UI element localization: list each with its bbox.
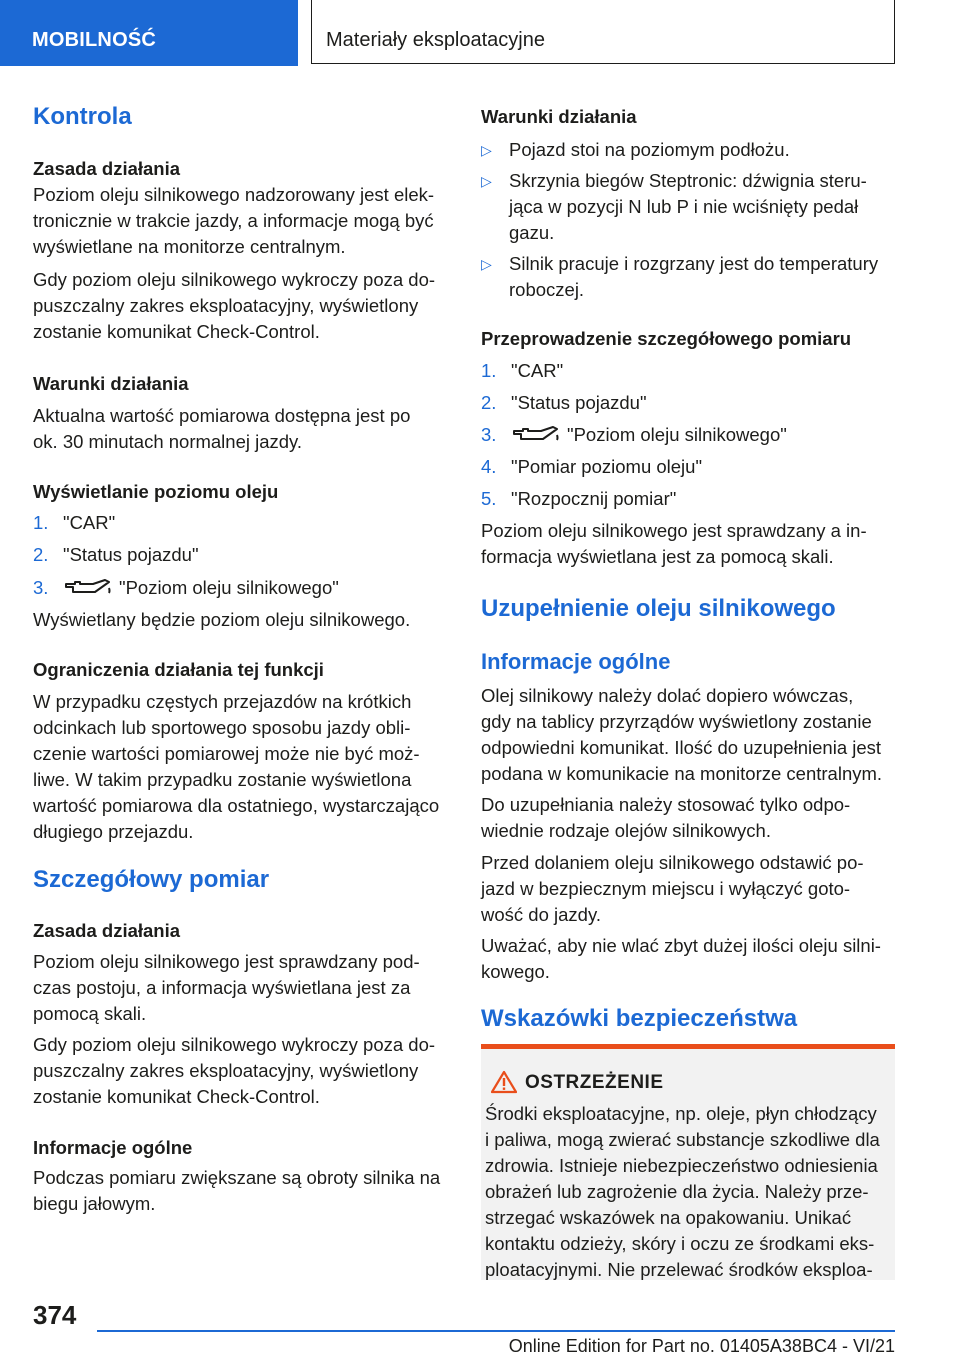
heading-warunki-dzialania: Warunki działania <box>481 106 637 127</box>
text-line: zostanie komunikat Check-Control. <box>33 1086 320 1107</box>
step-item <box>481 486 895 512</box>
paragraph-przed <box>481 850 895 928</box>
paragraph-zasada <box>33 182 451 260</box>
step-item <box>481 358 895 384</box>
text-line: wyświetlane na monitorze centralnym. <box>33 236 346 257</box>
step-item <box>33 542 451 568</box>
text-line: odpowiedni komunikat. Ilość do uzupełnienia jest <box>481 737 882 758</box>
step-text: "Status pojazdu" <box>511 392 647 413</box>
heading-wskazowki: Wskazówki bezpieczeństwa <box>481 1005 798 1032</box>
text-line: Przed dolaniem oleju silnikowego odstawić po- <box>481 852 864 873</box>
warning-box <box>481 1044 895 1280</box>
text-line: gazu. <box>509 222 555 243</box>
text-line: wość do jazdy. <box>481 904 601 925</box>
text-line: Pojazd stoi na poziomym podłożu. <box>509 139 790 160</box>
bullet-item <box>481 137 895 163</box>
text-line: Podczas pomiaru zwiększane są obroty silnika na <box>33 1167 441 1188</box>
paragraph-olej <box>481 683 895 787</box>
text-line: długiego przejazdu. <box>33 821 194 842</box>
step-content <box>511 422 895 448</box>
text-line: Uważać, aby nie wlać zbyt dużej ilości oleju silni- <box>481 935 881 956</box>
heading-zasada-dzialania-2: Zasada działania <box>33 920 181 941</box>
heading-informacje-ogolne: Informacje ogólne <box>33 1137 193 1158</box>
paragraph-zasada-2 <box>33 949 451 1027</box>
warning-triangle-icon <box>491 1070 517 1094</box>
text-line: Skrzynia biegów Steptronic: dźwignia steru- <box>509 170 867 191</box>
step-text: "Status pojazdu" <box>63 544 199 565</box>
step-number: 2. <box>33 544 49 565</box>
warning-text <box>485 1101 893 1280</box>
oil-can-icon <box>63 578 113 598</box>
text-line: Do uzupełniania należy stosować tylko odpo- <box>481 794 851 815</box>
text-line: gdy na tablicy przyrządów wyświetlony zostanie <box>481 711 872 732</box>
text-line: Poziom oleju silnikowego nadzorowany jest elek- <box>33 184 435 205</box>
text-line: roboczej. <box>509 279 585 300</box>
text-line: obrażeń lub zagrożenie dla życia. Należy prze- <box>485 1181 869 1202</box>
triangle-bullet-icon: ▷ <box>481 142 492 158</box>
chapter-title: Materiały eksploatacyjne <box>311 0 895 64</box>
step-text: "Pomiar poziomu oleju" <box>511 456 703 477</box>
paragraph-skala <box>481 518 895 570</box>
text-line: puszczalny zakres eksploatacyjny, wyświetlony <box>33 1060 419 1081</box>
step-text: "CAR" <box>63 512 116 533</box>
step-item <box>481 422 895 448</box>
warning-title: OSTRZEŻENIE <box>525 1072 664 1093</box>
text-line: Olej silnikowy należy dolać dopiero wówczas, <box>481 685 854 706</box>
text-line: odcinkach lub sportowego sposobu jazdy obli- <box>33 717 411 738</box>
step-item <box>33 510 451 536</box>
heading-ograniczenia: Ograniczenia działania tej funkcji <box>33 659 324 680</box>
step-number: 2. <box>481 392 497 413</box>
paragraph-uwazac <box>481 933 895 985</box>
step-number: 5. <box>481 488 497 509</box>
bullet-item <box>481 251 895 303</box>
text-line: tronicznie w trakcie jazdy, a informacje mogą być <box>33 210 434 231</box>
text-line: czas postoju, a informacja wyświetlana jest za <box>33 977 411 998</box>
text-line: Środki eksploatacyjne, np. oleje, płyn chłodzący <box>485 1103 877 1124</box>
step-item <box>481 454 895 480</box>
text-line: liwe. W takim przypadku zostanie wyświetlona <box>33 769 412 790</box>
paragraph-gdy-poziom <box>33 267 451 345</box>
text-line: podana w komunikacie na monitorze centralnym. <box>481 763 883 784</box>
text-line: Gdy poziom oleju silnikowego wykroczy poza do- <box>33 1034 436 1055</box>
text-line: jąca w pozycji N lub P i nie wciśnięty pedał <box>509 196 859 217</box>
heading-uzupelnienie: Uzupełnienie oleju silnikowego <box>481 595 836 622</box>
step-number: 1. <box>33 512 49 533</box>
text-line: Silnik pracuje i rozgrzany jest do temperatury <box>509 253 879 274</box>
footer-edition: Online Edition for Part no. 01405A38BC4 - VI/21 <box>508 1336 895 1356</box>
text-line: i paliwa, mogą zwierać substancje szkodliwe dla <box>485 1129 880 1150</box>
text-line: kontaktu odzieży, skóry i oczu ze środkami eks- <box>485 1233 875 1254</box>
step-item <box>481 390 895 416</box>
paragraph-ograniczenia <box>33 689 451 845</box>
triangle-bullet-icon: ▷ <box>481 173 492 189</box>
text-line: ok. 30 minutach normalnej jazdy. <box>33 431 303 452</box>
text-line: Gdy poziom oleju silnikowego wykroczy poza do- <box>33 269 436 290</box>
paragraph-wyswietlany: Wyświetlany będzie poziom oleju silnikowego. <box>33 609 411 630</box>
text-line: kowego. <box>481 961 550 982</box>
step-text: "Poziom oleju silnikowego" <box>567 424 787 445</box>
step-number: 1. <box>481 360 497 381</box>
heading-kontrola: Kontrola <box>33 103 132 130</box>
heading-szczegolowy-pomiar: Szczegółowy pomiar <box>33 866 270 893</box>
paragraph-warunki <box>33 403 451 455</box>
warning-bar <box>481 1044 895 1049</box>
text-line: zostanie komunikat Check-Control. <box>33 321 320 342</box>
paragraph-informacje <box>33 1165 451 1217</box>
text-line: puszczalny zakres eksploatacyjny, wyświetlony <box>33 295 419 316</box>
step-number: 4. <box>481 456 497 477</box>
step-item <box>33 575 451 601</box>
text-line: ploatacyjnymi. Nie przelewać środków eksploa- <box>485 1259 873 1280</box>
text-line: jazd w bezpiecznym miejscu i wyłączyć goto- <box>481 878 851 899</box>
text-line: zdrowia. Istnieje niebezpieczeństwo odniesienia <box>485 1155 878 1176</box>
triangle-bullet-icon: ▷ <box>481 256 492 272</box>
step-content <box>63 575 451 601</box>
heading-wyswietlanie: Wyświetlanie poziomu oleju <box>33 481 279 502</box>
step-text: "CAR" <box>511 360 564 381</box>
paragraph-gdy-poziom-2 <box>33 1032 451 1110</box>
page-header <box>0 0 960 66</box>
text-line: W przypadku częstych przejazdów na krótkich <box>33 691 412 712</box>
text-line: Poziom oleju silnikowego jest sprawdzany a in- <box>481 520 867 541</box>
heading-warunki-dzialania: Warunki działania <box>33 373 189 394</box>
step-number: 3. <box>481 424 497 445</box>
heading-informacje-ogolne: Informacje ogólne <box>481 649 671 674</box>
step-text: "Rozpocznij pomiar" <box>511 488 677 509</box>
oil-can-icon <box>511 425 561 445</box>
heading-zasada-dzialania: Zasada działania <box>33 158 181 179</box>
text-line: biegu jałowym. <box>33 1193 156 1214</box>
text-line: strzegać wskazówek na opakowaniu. Unikać <box>485 1207 852 1228</box>
text-line: wartość pomiarowa dla ostatniego, wystarczająco <box>33 795 440 816</box>
text-line: Poziom oleju silnikowego jest sprawdzany pod- <box>33 951 420 972</box>
text-line: formacja wyświetlana jest za pomocą skali. <box>481 546 834 567</box>
bullet-item <box>481 168 895 246</box>
paragraph-stosowac <box>481 792 895 844</box>
page-number: 374 <box>33 1300 77 1330</box>
step-text: "Poziom oleju silnikowego" <box>119 577 339 598</box>
text-line: Aktualna wartość pomiarowa dostępna jest po <box>33 405 411 426</box>
heading-przeprowadzenie: Przeprowadzenie szczegółowego pomiaru <box>481 328 852 349</box>
step-number: 3. <box>33 577 49 598</box>
text-line: wiednie rodzaje olejów silnikowych. <box>481 820 771 841</box>
section-tab: MOBILNOŚĆ <box>0 0 298 66</box>
text-line: czenie wartości pomiarowej może nie być moż- <box>33 743 420 764</box>
text-line: pomocą skali. <box>33 1003 147 1024</box>
